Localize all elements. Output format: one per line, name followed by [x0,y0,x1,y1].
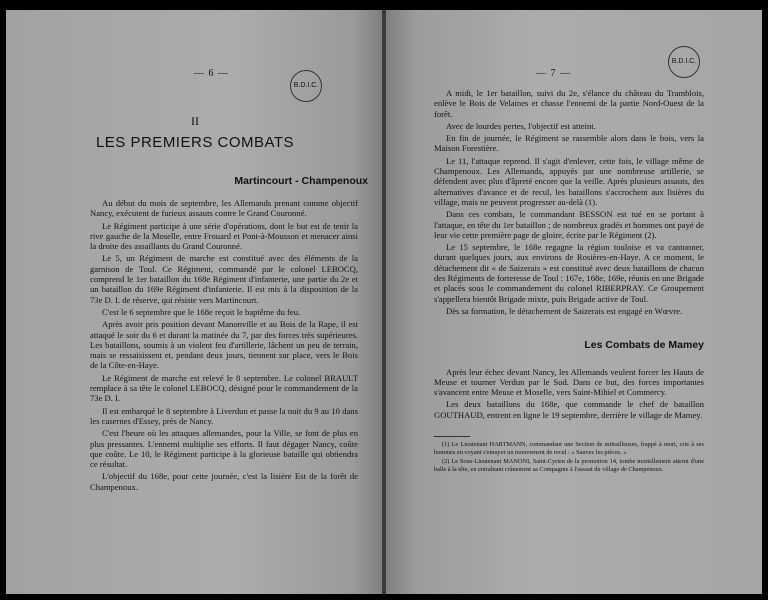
page-number: — 6 — [194,68,229,79]
paragraph: Au début du mois de septembre, les Allemands prenant comme objectif Nancy, exécutent de furieux assauts contre le Grand Couronné. [90,198,358,219]
footnote: (2) Le Sous-Lieutenant MANONI, Saint-Cyrien de la promotion 14, tombe mortellement atteint d'une balle à la tête, en entraînant crânement sa Compagnie à l'assaut du village de Champenoux. [434,458,704,473]
paragraph: Il est embarqué le 8 septembre à Liverdun et passe la nuit du 9 au 10 dans les casernes d'Essey, près de Nancy. [90,405,358,426]
paragraph: Après leur échec devant Nancy, les Allemands veulent forcer les Hauts de Meuse et tourner Verdun par le Sud. Dans ce but, des forces importantes s'avancent entre Meuse et Moselle, vers Saint-Mihiel et Commercy. [434,366,704,398]
chapter-number: II [191,114,199,128]
paragraph: A midi, le 1er bataillon, suivi du 2e, s'élance du château du Tramblois, enlève le Bois de Velaines et chasse l'ennemi de la partie Nord-Ouest de la forêt. [434,88,704,119]
section-title: Martincourt - Champenoux [234,175,368,187]
library-stamp: B.D.I.C. [290,70,322,102]
footnote-rule [434,436,470,437]
right-page [386,10,762,594]
paragraph: L'objectif du 168e, pour cette journée, c'est la lisière Est de la forêt de Champenoux. [90,471,358,492]
paragraph: Le 5, un Régiment de marche est constitué avec des éléments de la garnison de Toul. Ce Régiment, commandé par le colonel LEBOCQ, comprend le 1er bataillon du 168e Régiment d'infanterie, une partie du 2e et un bataillon du 169e Régiment d'infanterie. Il est mis à la disposition de la 73e D. I. de réserve, qui résiste vers Martincourt. [90,253,358,305]
section-title: Les Combats de Mamey [584,339,704,352]
chapter-title: LES PREMIERS COMBATS [95,134,295,151]
paragraph: Le Régiment participe à une série d'opérations, dont le but est de tenir la rive gauche de la Moselle, entre Frouard et Pont-à-Mousson et menacer ainsi la droite des assaillants du Grand Couronné. [90,220,358,252]
left-page [6,10,384,594]
page-number: — 7 — [536,68,571,79]
footnotes [434,441,704,473]
paragraph: Le 11, l'attaque reprend. Il s'agit d'enlever, cette fois, le village même de Champenoux. Les Allemands, appuyés par une nombreuse artillerie, se défendent avec plus d'âpreté encore que la veille. Après plusieurs assauts, des alternatives d'avance et de recul, les bataillons s'accrochent aux lisières du village, mais ne peuvent progresser au-delà (1). [434,155,704,207]
paragraph: C'est le 6 septembre que le 168e reçoit le baptême du feu. [102,306,301,317]
paragraph: Dans ces combats, le commandant BESSON est tué en se portant à l'attaque, en tête du 1er bataillon ; de nombreux gradés et hommes ont payé de leur vie cette première page de gloire, écrite par le Régiment (2). [434,209,704,240]
book-spread [6,10,762,594]
paragraph: Le 15 septembre, le 168e regagne la région touloise et va cantonner, durant quelques jours, aux environs de Rosières-en-Haye. A ce moment, le détachement dit « de Saizerais » est constitué avec deux bataillons de chacun des Régiments de forteresse de Toul : 167e, 168e, 169e, réunis en une Brigade et placés sous le commandement du colonel RIBERPRAY. Ce Groupement s'appellera bientôt Brigade mixte, puis Brigade active de Toul. [434,242,704,304]
paragraph: Dès sa formation, le détachement de Saizerais est engagé en Wœvre. [446,305,683,316]
library-stamp: B.D.I.C. [668,46,700,78]
paragraph: C'est l'heure où les attaques allemandes, pour la Ville, se font de plus en plus pressantes. L'ennemi multiplie ses efforts. Il faut dégager Nancy, coûte que coûte. Le 10, le Régiment participe à la glorieuse bataille qui obtiendra ce résultat. [90,428,358,470]
paragraph: En fin de journée, le Régiment se rassemble alors dans le bois, vers la Maison Forestière. [434,133,704,154]
paragraph: Avec de lourdes pertes, l'objectif est atteint. [446,120,596,131]
paragraph: Après avoir pris position devant Manonville et au Bois de la Rape, il est attaqué le soir du 6 et durant la matinée du 7, par des forces très supérieures. Les bataillons, soumis à un violent feu d'artillerie, lâchent un peu de terrain, mais se ressaisissent et, pendant deux jours, tiennent sur place, vers le Bois de la Côte-en-Haye. [90,319,358,371]
paragraph: Les deux bataillons du 168e, que commande le chef de bataillon GOUTHAUD, entrent en ligne le 19 septembre, derrière le village de Mamey. [434,399,704,420]
footnote: (1) Le Lieutenant HARTMANN, commandant une Section de mitrailleuses, frappé à mort, crie à ses hommes en voyant s'enrayer un mouvement de recul : « Sauvez les pièces. » [434,441,704,456]
left-body-text [90,198,358,494]
right-body-text [434,88,704,475]
paragraph: Le Régiment de marche est relevé le 8 septembre. Le colonel BRAULT remplace à sa tête le colonel LEBOCQ, désigné pour le commandement de la 73e D. I. [90,372,358,404]
